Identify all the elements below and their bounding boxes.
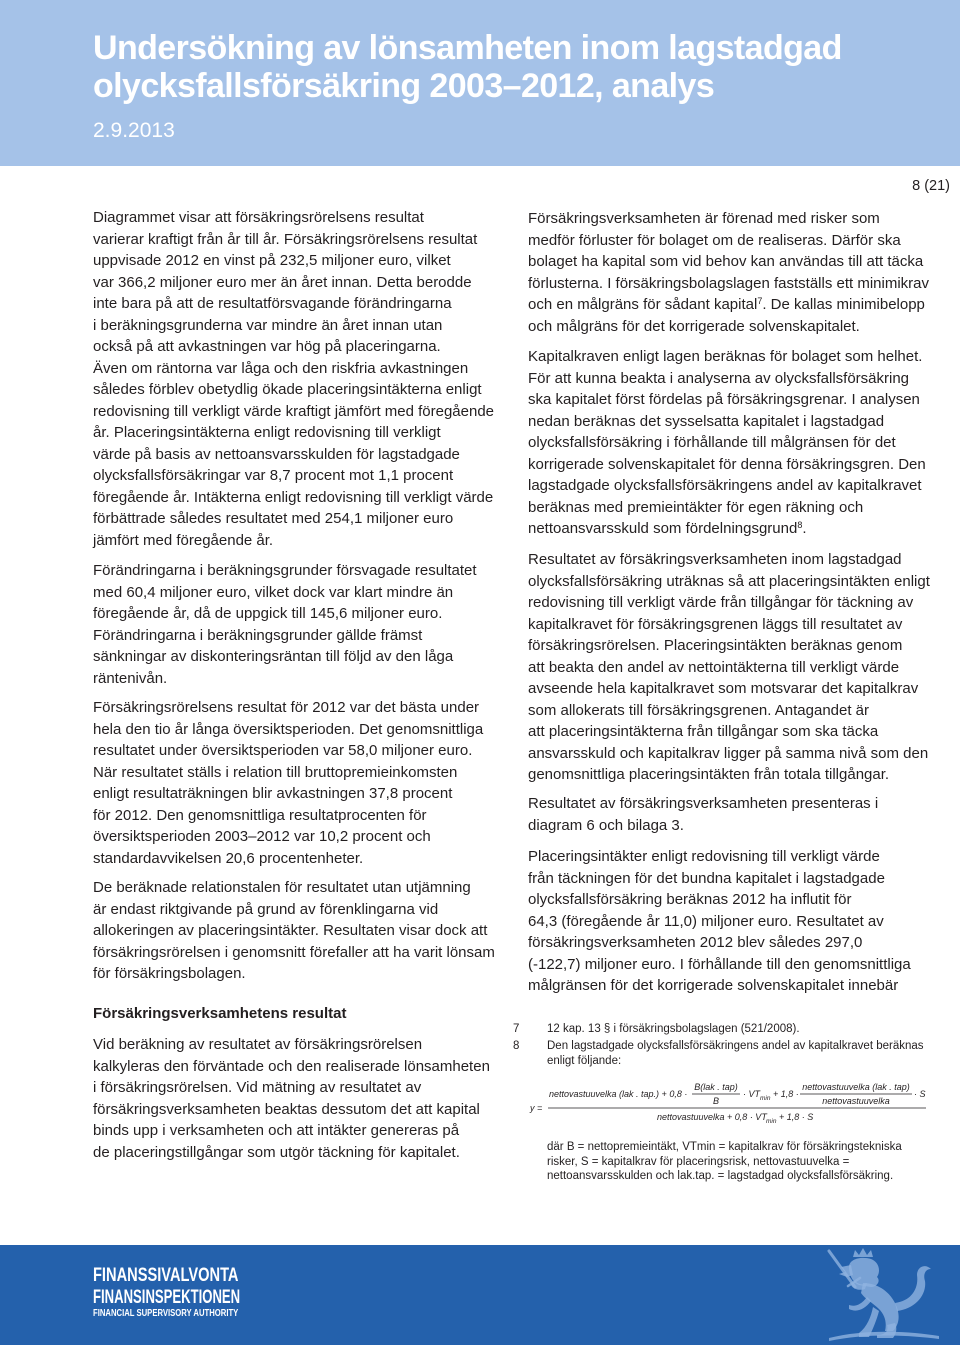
text-segment: och en målgräns för sådant kapital	[528, 296, 758, 313]
formula-plus-factor: + 1,8 ·	[773, 1089, 799, 1099]
section-heading: Försäkringsverksamhetens resultat	[93, 1005, 347, 1022]
text-line: är endast riktgivande på grund av förenklingarna vid	[93, 900, 439, 918]
footnote-line: nettoansvarsskulden och lak.tap. = lagstadgad olycksfallsförsäkring.	[547, 1170, 894, 1182]
text-line: målgränsen för det korrigerade solvenskapitalet innebär	[528, 977, 899, 994]
text-line: i beräkningsgrunderna var mindre än året innan utan	[93, 316, 443, 334]
paragraph	[528, 346, 926, 540]
formula-fraction1-numerator: B(lak . tap)	[694, 1082, 738, 1092]
footnote-line: Den lagstadgade olycksfallsförsäkringens andel av kapitalkravet beräknas	[547, 1040, 924, 1052]
lion-emblem-icon	[815, 1245, 945, 1345]
footnote-number: 7	[513, 1023, 520, 1035]
text-line: olycksfallsförsäkring uträknas så att placeringsintäkten enligt	[528, 572, 930, 590]
text-line: jämfört med föregående år.	[93, 531, 274, 549]
title-line: Undersökning av lönsamheten inom lagstadgad	[93, 29, 842, 67]
paragraph	[528, 549, 930, 786]
text-line: hela den tio år långa översiktsperioden. Det genomsnittliga	[93, 720, 484, 738]
text-line: binds upp i verksamheten och att intäkter genereras på	[93, 1122, 460, 1139]
text-line: kalkyleras den förväntade och den realiserade lönsamheten	[93, 1057, 490, 1075]
text-line: översiktsperioden 2003–2012 var 10,2 procent och	[93, 828, 431, 845]
footnote-line: risker, S = kapitalkrav för placeringsrisk, nettovastuuvelka =	[547, 1155, 850, 1168]
text-line: nedan beräknas det sysselsatta kapitalet i lagstadgad	[528, 412, 885, 430]
paragraph	[528, 208, 929, 337]
formula-explanation	[547, 1140, 902, 1184]
footer-band	[0, 1245, 960, 1345]
section-heading-block	[93, 1003, 346, 1025]
footnote-line: där B = nettopremieintäkt, VTmin = kapitalkrav för försäkringstekniska	[547, 1141, 902, 1153]
text-line: med 60,4 miljoner euro, vilket dock var klart mindre än	[93, 583, 454, 601]
text-line: olycksfallsförsäkringar var 8,7 procent mot 1,1 procent	[93, 467, 454, 484]
formula-s-tail: · S	[914, 1089, 926, 1099]
text-line: försäkringsrörelsen. Placeringsintäkten beräknas genom	[528, 637, 903, 654]
text-line: beräknas med premieintäkter för egen räkning och	[528, 498, 864, 516]
formula-denominator-subscript: min	[766, 1118, 777, 1125]
text-line: för 2012. Den genomsnittliga resultatprocenten för	[93, 806, 427, 824]
text-line: försäkringsverksamheten beaktas dessutom det att kapital	[93, 1100, 480, 1118]
paragraph	[93, 560, 477, 689]
text-line: genomsnittliga placeringsintäkten från totala tillgångar.	[528, 766, 890, 783]
text-line: korrigerade solvenskapitalet för denna försäkringsgren. Den	[528, 455, 926, 473]
text-line: enligt resultaträkningen blir avkastningen 37,8 procent	[93, 785, 453, 802]
formula-fraction1-denominator: B	[712, 1096, 720, 1106]
text-line: avseende hela kapitalkravet som motsvarar det kapitalkrav	[528, 680, 919, 697]
footnote-text	[547, 1039, 924, 1068]
formula-denominator-lead: nettovastuuvelka + 0,8 · VT	[657, 1112, 767, 1122]
text-line: som allokerats till försäkringsgrenen. Antagandet är	[528, 701, 870, 719]
text-line: de placeringstillgångar som utgör täckning för kapitalet.	[93, 1143, 460, 1161]
text-line: sänkningar av diskonteringsräntan till följd av den låga	[93, 648, 454, 665]
footnote-text: 12 kap. 13 § i försäkringsbolagslagen (521/2008).	[547, 1023, 800, 1035]
text-line: förlusterna. I försäkringsbolagslagen fastställs ett minimikrav	[528, 274, 930, 292]
paragraph	[93, 697, 483, 869]
text-line: Även om räntorna var låga och den riskfria avkastningen	[93, 359, 469, 377]
text-line: att placeringsintäkterna från tillgångar som ska täcka	[528, 723, 879, 740]
text-line: också på att avkastningen var hög på placeringarna.	[93, 338, 441, 355]
header-band	[0, 0, 960, 166]
text-line: försäkringsverksamheten 2012 blev således 297,0	[528, 934, 863, 951]
paragraph	[93, 1034, 490, 1163]
formula-denominator-tail: + 1,8 · S	[779, 1112, 814, 1122]
report-title	[93, 29, 842, 105]
logo-text-finnish: FINANSSIVALVONTA	[93, 1265, 239, 1286]
text-segment: nettoansvarsskuld som fördelningsgrund	[528, 520, 798, 537]
paragraph	[93, 207, 494, 551]
logo-text-swedish: FINANSINSPEKTIONEN	[93, 1287, 241, 1308]
formula-numerator-lead: nettovastuuvelka (lak . tap.) + 0,8 ·	[549, 1089, 688, 1099]
text-line: uppvisade 2012 en vinst på 232,5 miljoner euro, vilket	[93, 252, 451, 269]
text-line: var 366,2 miljoner euro mer än året innan. Detta berodde	[93, 273, 472, 291]
text-line	[528, 294, 929, 316]
paragraph	[528, 846, 911, 997]
formula-lhs: y =	[530, 1103, 543, 1113]
text-line: värde på basis av nettoansvarsskulden för lagstadgade	[93, 445, 460, 463]
text-line: standardavvikelsen 20,6 procentenheter.	[93, 849, 364, 867]
text-line: för försäkringsbolagen.	[93, 965, 246, 982]
text-line: bolaget ha kapital som vid behov kan användas till att täcka	[528, 253, 924, 270]
formula-fraction2-numerator: nettovastuuvelka (lak . tap)	[802, 1082, 910, 1092]
text-line: redovisning till verkligt värde från tillgångar för täckning av	[528, 594, 914, 611]
text-line: 64,3 (föregående år 11,0) miljoner euro. Resultatet av	[528, 912, 884, 930]
text-line: diagram 6 och bilaga 3.	[528, 816, 684, 834]
text-line: (-122,7) miljoner euro. I förhållande till den genomsnittliga	[528, 955, 911, 973]
text-line: således förblev obetydlig ökade placeringsintäkterna enligt	[93, 381, 482, 398]
text-line: lagstadgade olycksfallsförsäkringens andel av kapitalkravet	[528, 477, 922, 494]
capital-share-formula	[520, 1075, 940, 1127]
text-line: Diagrammet visar att försäkringsrörelsens resultat	[93, 209, 424, 226]
text-line: från täckningen för det bundna kapitalet i lagstadgade	[528, 869, 885, 887]
text-line	[528, 518, 926, 540]
text-line: räntenivån.	[93, 669, 168, 687]
text-line: försäkringsrörelsen i genomsnitt förefaller att ha varit lönsam	[93, 943, 495, 961]
title-line: olycksfallsförsäkring 2003–2012, analys	[93, 67, 715, 105]
report-date: 2.9.2013	[93, 119, 175, 142]
text-line: Försäkringsverksamheten är förenad med risker som	[528, 210, 880, 227]
text-line: varierar kraftigt från år till år. Försäkringsrörelsens resultat	[93, 230, 478, 248]
text-line: Försäkringsrörelsens resultat för 2012 var det bästa under	[93, 699, 480, 716]
formula-vt-subscript: min	[760, 1095, 771, 1102]
text-line: Kapitalkraven enligt lagen beräknas för bolaget som helhet.	[528, 348, 923, 365]
text-line: När resultatet ställs i relation till bruttopremieinkomsten	[93, 763, 458, 781]
text-line: Vid beräkning av resultatet av försäkringsrörelsen	[93, 1036, 423, 1053]
text-line: Förändringarna i beräkningsgrunder gällde främst	[93, 626, 423, 644]
text-line: ska kapitalet först fördelas på försäkringsgrenar. I analysen	[528, 391, 920, 408]
text-line: och målgräns för det korrigerade solvenskapitalet.	[528, 317, 860, 335]
text-line: inte bara på att de resultatförsvagande förändringarna	[93, 295, 452, 312]
formula-vt: · VT	[743, 1089, 760, 1099]
logo-text-english: FINANCIAL SUPERVISORY AUTHORITY	[93, 1308, 239, 1319]
footnote-number: 8	[513, 1040, 520, 1052]
formula-fraction2-denominator: nettovastuuvelka	[822, 1096, 890, 1106]
text-line: att beakta den andel av nettointäkterna till verkligt värde	[528, 658, 900, 676]
text-line: De beräknade relationstalen för resultatet utan utjämning	[93, 879, 471, 896]
text-segment: .	[802, 520, 807, 537]
text-line: allokeringen av placeringsintäkter. Resultaten visar dock att	[93, 922, 488, 939]
text-line: föregående år. Intäkterna enligt redovisning till verkligt värde	[93, 488, 494, 506]
text-line: ansvarsskuld och kapitalkrav ligger på samma nivå som den	[528, 744, 929, 762]
text-line: För att kunna beakta i analyserna av olycksfallsförsäkring	[528, 369, 910, 387]
text-segment: . De kallas minimibelopp	[762, 296, 925, 313]
text-line: i försäkringsrörelsen. Vid mätning av resultatet av	[93, 1079, 422, 1096]
text-line: Resultatet av försäkringsverksamheten presenteras i	[528, 795, 879, 812]
text-line: Resultatet av försäkringsverksamheten inom lagstadgad	[528, 551, 902, 568]
footnote-line: enligt följande:	[547, 1054, 622, 1067]
text-line: föregående år, då de uppgick till 145,6 miljoner euro.	[93, 605, 443, 622]
text-line: Placeringsintäkter enligt redovisning till verkligt värde	[528, 848, 880, 865]
text-line: olycksfallsförsäkring beräknas 2012 ha influtit för	[528, 891, 852, 908]
text-line: år. Placeringsintäkterna enligt redovisning till verkligt	[93, 424, 441, 441]
text-line: olycksfallsförsäkring i förhållande till målgränsen för det	[528, 434, 896, 451]
text-line: redovisning till verkligt värde kraftigt jämfört med föregående	[93, 402, 495, 420]
paragraph	[528, 793, 878, 836]
paragraph	[93, 877, 495, 985]
text-line: kapitalkravet för försäkringsgrenen läggs till resultatet av	[528, 615, 903, 633]
text-line: förbättrade således resultatet med 254,1 miljoner euro	[93, 510, 454, 527]
text-line: medför förluster för bolaget om de realiseras. Därför ska	[528, 231, 901, 249]
text-line: Förändringarna i beräkningsgrunder försvagade resultatet	[93, 562, 477, 579]
text-line: resultatet under översiktsperioden var 58,0 miljoner euro.	[93, 742, 473, 759]
footnote-reference: 7	[757, 296, 763, 306]
page-number: 8 (21)	[912, 178, 950, 194]
footnote-reference: 8	[797, 520, 803, 530]
